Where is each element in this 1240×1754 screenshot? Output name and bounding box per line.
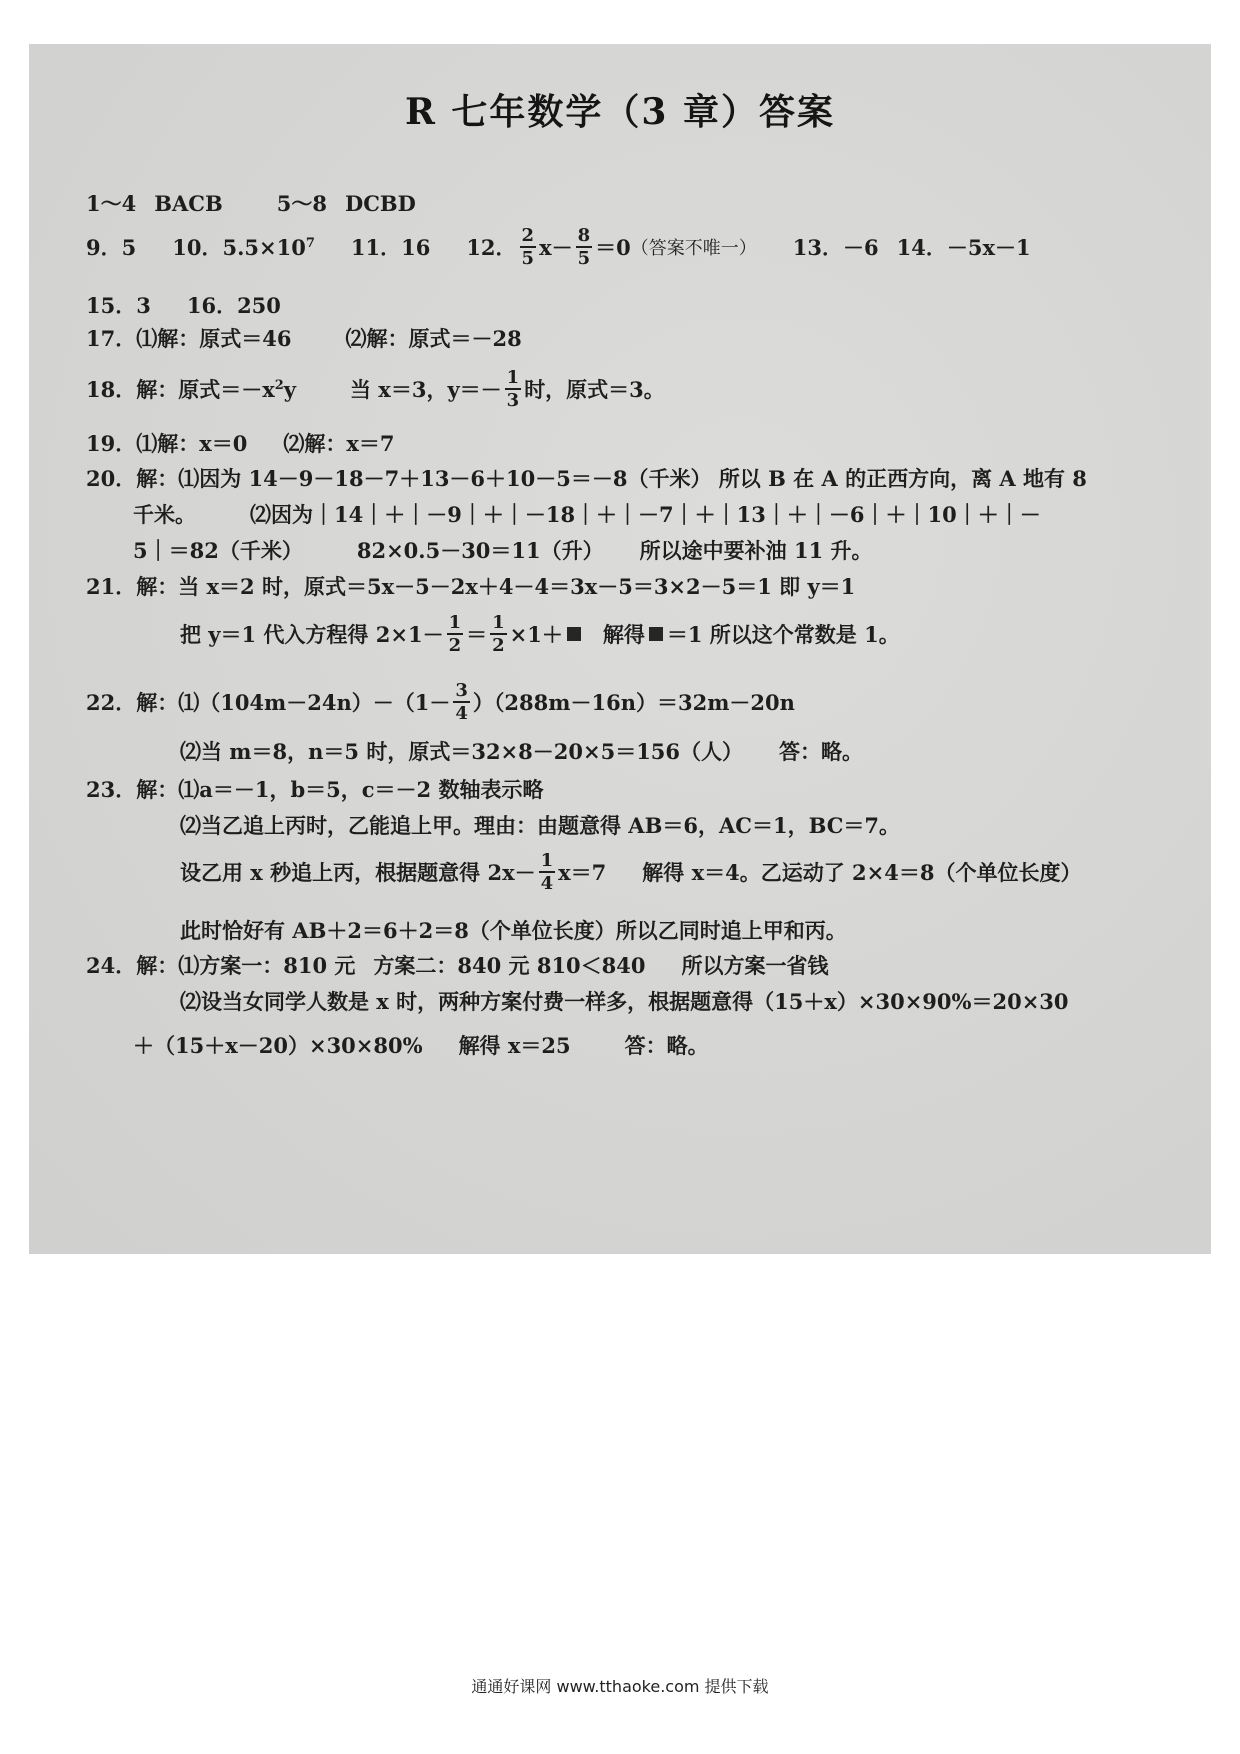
- answer-14: 14．－5x－1: [896, 235, 1031, 260]
- answer-22-line2: ⑵当 m＝8，n＝5 时，原式＝32×8－20×5＝156（人） 答：略。: [180, 739, 864, 764]
- answer-15-16: [86, 290, 281, 320]
- answer-19-part2: ⑵解：x＝7: [283, 431, 395, 456]
- answer-23-line4: 此时恰好有 AB＋2＝6＋2＝8（个单位长度）所以乙同时追上甲和丙。: [180, 918, 847, 943]
- answer-16: 16．250: [186, 293, 281, 318]
- answer-18-part1: 18．解：原式$=-x^2y$: [86, 377, 296, 402]
- answer-10-base: 10．5.5×10: [172, 235, 306, 260]
- answer-19-part1: 19．⑴解：x＝0: [86, 431, 248, 456]
- answer-13: 13．－6: [792, 235, 879, 260]
- answer-17-part2: ⑵解：原式＝－28: [345, 326, 522, 351]
- answer-12-label: 12．: [466, 235, 517, 260]
- fraction-8-5: $\frac{8}{5}$: [577, 225, 591, 269]
- answer-21-line1: 21．解：当 x＝2 时，原式＝5x－5－2x＋4－4＝3x－5＝3×2－5＝1 即 y＝1: [86, 574, 856, 599]
- fraction-1-3: $\frac{1}{3}$: [506, 367, 520, 411]
- answer-9: 9．5: [86, 235, 137, 260]
- answer-9-14: [86, 225, 1031, 269]
- answer-10: [172, 232, 315, 262]
- answer-22-line1: 22．解：⑴（104m－24n）－（1－ $\frac{3}{4}$ ）（288m－16n）＝32m－20n: [86, 680, 795, 724]
- answer-1-8: [86, 188, 416, 218]
- fraction-1-2: $\frac{1}{2}$: [492, 612, 505, 656]
- answer-23-line2: ⑵当乙追上丙时，乙能追上甲。理由：由题意得 AB＝6，AC＝1，BC＝7。: [180, 813, 901, 838]
- answer-23-line3: 设乙用 x 秒追上丙，根据题意得 2x－ $\frac{1}{4}$ x＝7 解得 x＝4。乙运动了 2×4＝8（个单位长度）: [180, 850, 1082, 894]
- answer-1-4-label: 1～4: [86, 191, 137, 216]
- answer-20-line1: 20．解：⑴因为 14－9－18－7＋13－6＋10－5＝－8（千米） 所以 B 在 A 的正西方向，离 A 地有 8: [86, 466, 1087, 491]
- fraction-3-4: $\frac{3}{4}$: [455, 680, 468, 724]
- answer-15: 15．3: [86, 293, 151, 318]
- answer-12-mid: x－: [539, 235, 573, 260]
- answer-20-line2: 千米。 ⑵因为｜14｜＋｜－9｜＋｜－18｜＋｜－7｜＋｜13｜＋｜－6｜＋｜10｜＋｜－: [133, 502, 1041, 527]
- answer-24-line3: ＋（15＋x－20）×30×80% 解得 x＝25 答：略。: [133, 1033, 709, 1058]
- answer-5-8-label: 5～8: [276, 191, 327, 216]
- answer-23-line1: 23．解：⑴a＝－1，b＝5，c＝－2 数轴表示略: [86, 777, 544, 802]
- answer-18: [86, 367, 665, 411]
- answer-24-line1: 24．解：⑴方案一：810 元 方案二：840 元 810＜840 所以方案一省钱: [86, 953, 829, 978]
- answer-1-4-value: BACB: [154, 190, 223, 216]
- fraction-1-4: $\frac{1}{4}$: [540, 850, 554, 894]
- page-title: R 七年数学（3 章）答案: [404, 91, 836, 133]
- answer-18-condition: 当 x＝3，y＝－: [350, 377, 502, 402]
- answer-19: [86, 428, 395, 458]
- unknown-constant-square: [649, 627, 663, 641]
- answer-5-8-value: DCBD: [344, 190, 416, 216]
- answer-21-line2: 把 y＝1 代入方程得 2×1－ $\frac{1}{2}$ ＝ $\frac{1}{2}$ ×1＋ 解得 ＝1 所以这个常数是 1。: [180, 612, 900, 656]
- answer-11: 11．16: [350, 235, 431, 260]
- answer-12-note: （答案不唯一）: [630, 238, 757, 259]
- answer-10-exponent: 7: [305, 236, 315, 251]
- unknown-constant-square: [567, 627, 581, 641]
- answer-20-line3: 5｜＝82（千米） 82×0.5－30＝11（升） 所以途中要补油 11 升。: [133, 538, 873, 563]
- answer-12-tail: ＝0: [595, 235, 631, 260]
- answer-18-result: 时，原式＝3。: [524, 377, 665, 402]
- answer-24-line2: ⑵设当女同学人数是 x 时，两种方案付费一样多，根据题意得（15＋x）×30×90%＝20×30: [180, 989, 1069, 1014]
- fraction-1-2: $\frac{1}{2}$: [448, 612, 462, 656]
- fraction-2-5: $\frac{2}{5}$: [521, 225, 535, 269]
- footer-source: 通通好课网 www.tthaoke.com 提供下载: [471, 1677, 769, 1696]
- answer-17-part1: 17．⑴解：原式＝46: [86, 326, 292, 351]
- answer-17: [86, 323, 522, 353]
